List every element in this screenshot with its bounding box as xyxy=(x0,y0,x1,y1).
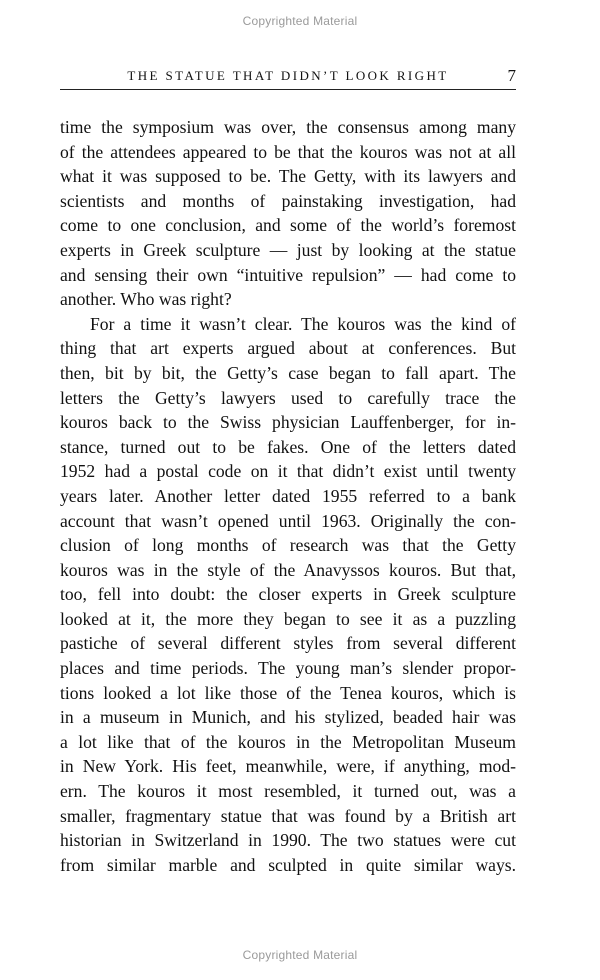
text-line: 1952 had a postal code on it that didn’t exist until twenty xyxy=(60,461,516,482)
text-line: of the attendees appeared to be that the kouros was not at all xyxy=(60,141,516,162)
text-line: account that wasn’t opened until 1963. Originally the con- xyxy=(60,510,516,531)
text-line: looked at it, the more they began to see it as a puzzling xyxy=(60,608,516,629)
text-line: smaller, fragmentary statue that was found by a British art xyxy=(60,805,516,826)
text-line: pastiche of several different styles from several different xyxy=(60,633,516,654)
text-line: experts in Greek sculpture — just by looking at the statue xyxy=(60,239,516,260)
watermark-top: Copyrighted Material xyxy=(242,14,358,28)
text-line: time the symposium was over, the consensus among many xyxy=(60,117,516,137)
running-title: THE STATUE THAT DIDN’T LOOK RIGHT xyxy=(127,68,449,83)
paragraph-start-line: For a time it wasn’t clear. The kouros was the kind of xyxy=(90,313,516,334)
text-line: in New York. His feet, meanwhile, were, if anything, mod- xyxy=(60,756,516,777)
watermark-bottom: Copyrighted Material xyxy=(242,948,358,962)
text-line: kouros back to the Swiss physician Lauffenberger, for in- xyxy=(60,412,516,433)
text-line: come to one conclusion, and some of the world’s foremost xyxy=(60,215,516,236)
text-line: stance, turned out to be fakes. One of the letters dated xyxy=(60,436,516,457)
text-line: years later. Another letter dated 1955 referred to a bank xyxy=(60,485,516,506)
page-number: 7 xyxy=(507,66,516,85)
text-line: places and time periods. The young man’s slender propor- xyxy=(60,658,516,679)
text-line: in a museum in Munich, and his stylized, beaded hair was xyxy=(60,707,516,728)
text-line: ern. The kouros it most resembled, it turned out, was a xyxy=(60,781,516,802)
text-line: letters the Getty’s lawyers used to carefully trace the xyxy=(60,387,516,408)
text-line: what it was supposed to be. The Getty, with its lawyers and xyxy=(60,166,516,187)
body-text xyxy=(60,115,516,877)
text-line: from similar marble and sculpted in quite similar ways. xyxy=(60,854,516,875)
text-line: tions looked a lot like those of the Tenea kouros, which is xyxy=(60,682,516,703)
text-line: another. Who was right? xyxy=(60,289,232,310)
text-line: kouros was in the style of the Anavyssos kouros. But that, xyxy=(60,559,516,580)
text-line: thing that art experts argued about at conferences. But xyxy=(60,338,516,359)
text-line: clusion of long months of research was that the Getty xyxy=(60,535,516,556)
text-line: scientists and months of painstaking investigation, had xyxy=(60,190,516,211)
text-line: and sensing their own “intuitive repulsion” — had come to xyxy=(60,264,516,285)
text-line: too, fell into doubt: the closer experts in Greek sculpture xyxy=(60,584,516,605)
header-rule xyxy=(60,89,516,90)
text-line: then, bit by bit, the Getty’s case began to fall apart. The xyxy=(60,362,516,383)
text-line: historian in Switzerland in 1990. The two statues were cut xyxy=(60,830,516,851)
running-header xyxy=(60,66,516,86)
text-line: a lot like that of the kouros in the Metropolitan Museum xyxy=(60,731,516,752)
